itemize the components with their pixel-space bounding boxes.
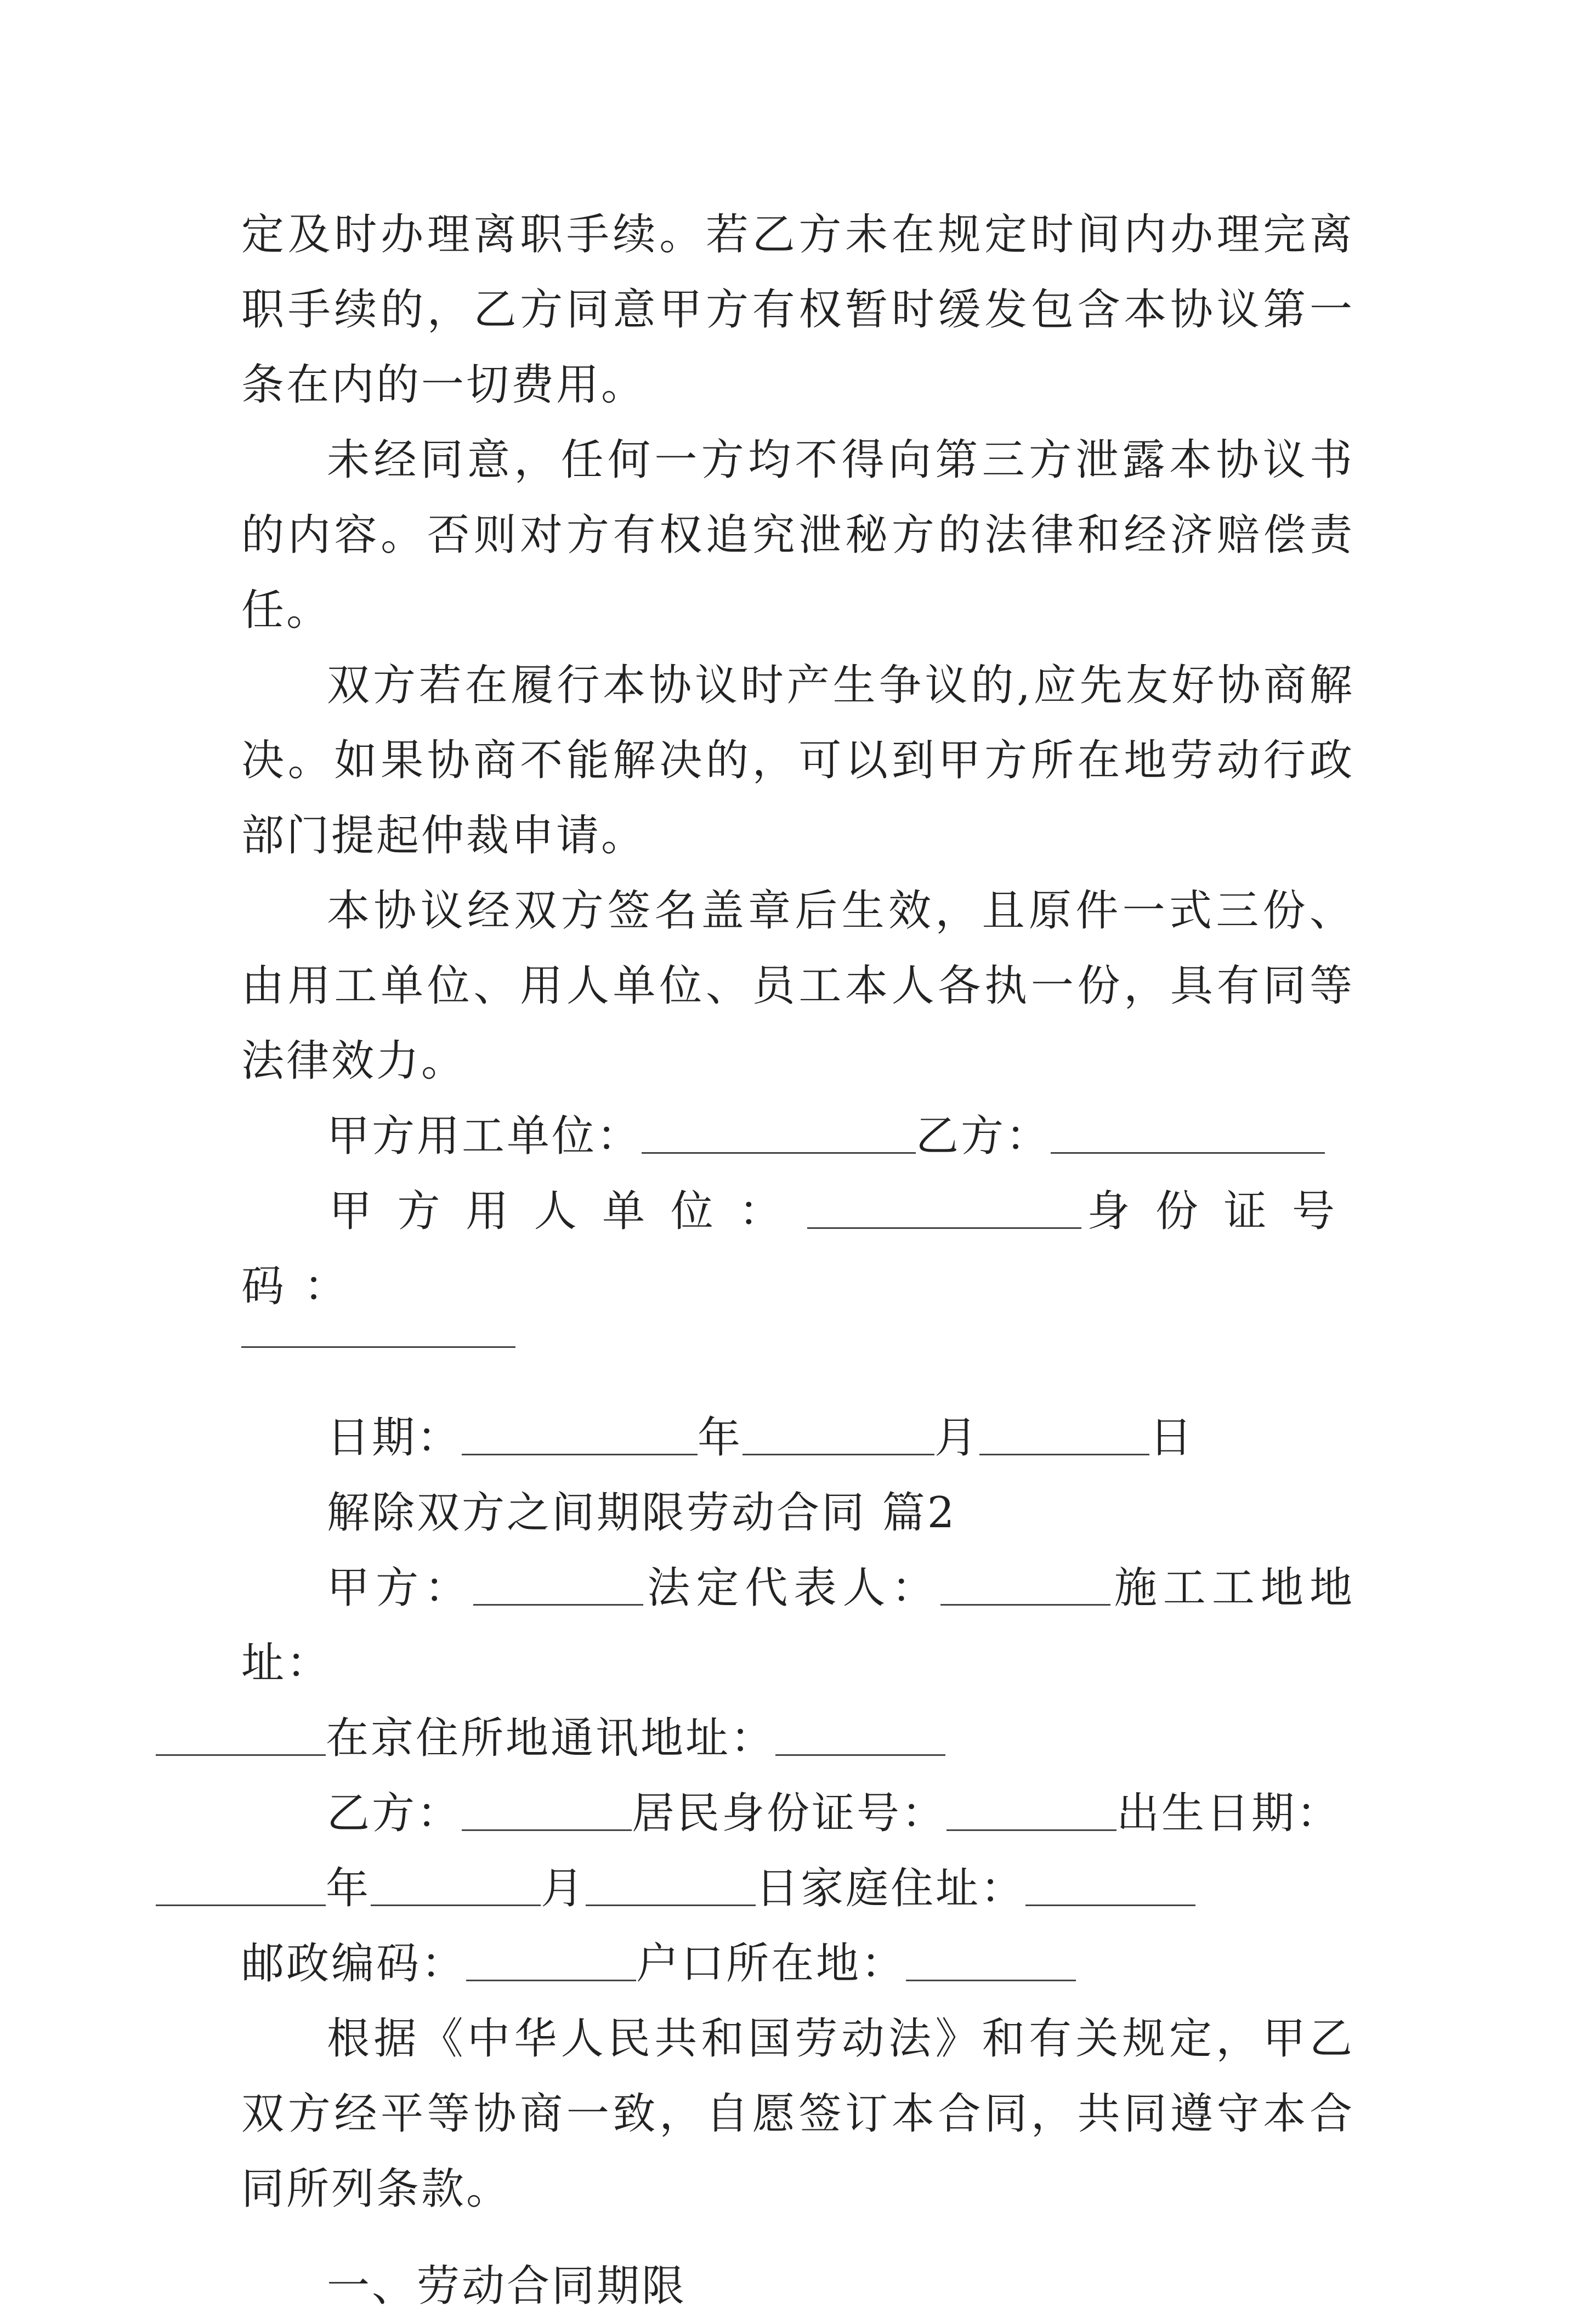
paragraph-dispute: 双方若在履行本协议时产生争议的,应先友好协商解决。如果协商不能解决的，可以到甲方所在地劳动行政部门提起仲裁申请。 (241, 661, 1354, 860)
household-blank (906, 1941, 1076, 1981)
party-b-info (241, 1776, 1354, 1926)
section-title: 解除双方之间期限劳动合同 篇2 (327, 1488, 957, 1538)
employer-label: 甲方用工单位： (327, 1112, 642, 1161)
postal-code-blank (466, 1941, 636, 1981)
home-address-blank (1025, 1866, 1195, 1906)
signature-line-user-unit (241, 1174, 1354, 1324)
beijing-address-label: 在京住所地通讯地址： (326, 1714, 776, 1763)
birth-date-label: 出生日期： (1116, 1789, 1342, 1838)
party-a-info (241, 1551, 1354, 1776)
date-year-blank (462, 1415, 698, 1455)
paragraph-effective: 本协议经双方签名盖章后生效，且原件一式三份、由用工单位、用人单位、员工本人各执一份，具有同等法律效力。 (241, 886, 1354, 1086)
legal-rep-blank (940, 1566, 1110, 1606)
postal-code-label: 邮政编码： (241, 1939, 467, 1988)
id-number-blank (241, 1335, 515, 1348)
postal-info (241, 1926, 1354, 2002)
beijing-address-blank (775, 1716, 945, 1756)
party-a-blank (473, 1566, 643, 1606)
party-b-info-blank (462, 1791, 632, 1831)
paragraph-resignation: 定及时办理离职手续。若乙方未在规定时间内办理完离职手续的，乙方同意甲方有权暂时缓发包含本协议第一条在内的一切费用。 (241, 210, 1354, 410)
user-unit-label: 甲方用人单位： (329, 1187, 807, 1236)
employer-blank (642, 1114, 916, 1154)
resident-id-blank (946, 1791, 1116, 1831)
party-b-label: 乙方： (916, 1112, 1051, 1161)
birth-year-label: 年 (326, 1864, 371, 1913)
party-a-label: 甲方： (327, 1563, 474, 1613)
month-label: 月 (934, 1413, 980, 1463)
legal-rep-label: 法定代表人： (643, 1563, 940, 1613)
birth-day-blank (586, 1866, 756, 1906)
signature-date-line (241, 1401, 1354, 1476)
signature-line-employer (241, 1099, 1354, 1174)
date-day-blank (979, 1415, 1149, 1455)
party-b-blank (1051, 1114, 1325, 1154)
id-number-label: 身份证号码： (241, 1187, 1354, 1311)
paragraph-confidentiality: 未经同意，任何一方均不得向第三方泄露本协议书的内容。否则对方有权追究泄秘方的法律和经济赔偿责任。 (241, 435, 1354, 635)
birth-month-label: 月 (541, 1864, 586, 1913)
home-address-label: 日家庭住址： (756, 1864, 1026, 1913)
user-unit-blank (807, 1189, 1081, 1229)
party-b-info-label: 乙方： (327, 1789, 462, 1838)
date-label: 日期： (327, 1413, 462, 1463)
birth-year-blank (156, 1866, 326, 1906)
document-body (241, 197, 1354, 2324)
paragraph-intro: 根据《中华人民共和国劳动法》和有关规定，甲乙双方经平等协商一致，自愿签订本合同，共同遵守本合同所列条款。 (241, 2014, 1354, 2214)
heading-contract-term: 一、劳动合同期限 (327, 2261, 687, 2311)
year-label: 年 (698, 1413, 743, 1463)
site-address-blank (156, 1716, 326, 1756)
birth-month-blank (371, 1866, 541, 1906)
resident-id-label: 居民身份证号： (632, 1789, 947, 1838)
day-label: 日 (1149, 1413, 1195, 1463)
date-month-blank (743, 1415, 934, 1455)
household-label: 户口所在地： (636, 1939, 906, 1988)
site-address-label: 施工工地地址： (241, 1563, 1354, 1688)
